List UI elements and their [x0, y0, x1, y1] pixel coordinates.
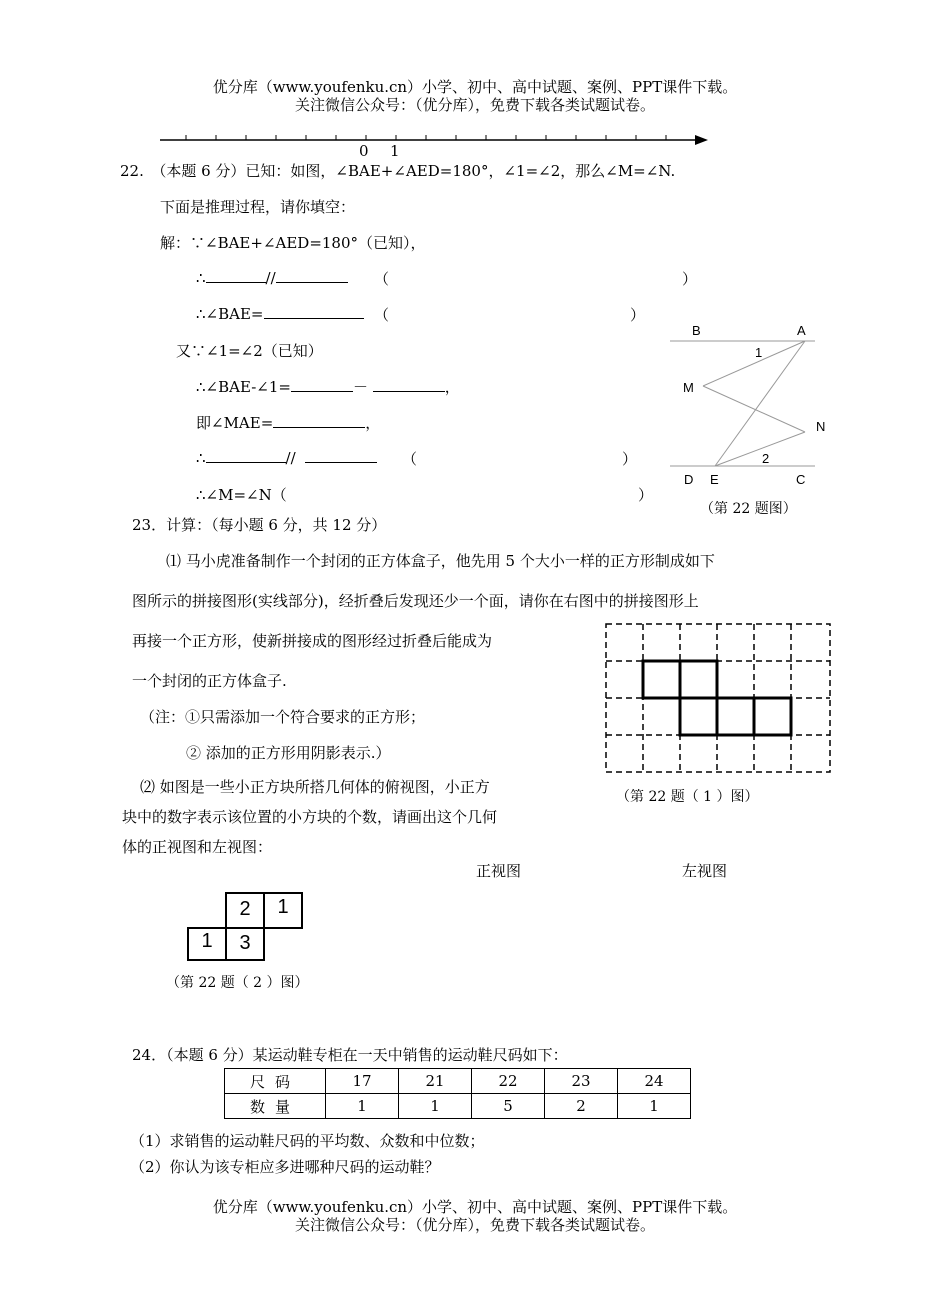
q23-note-2: ② 添加的正方形用阴影表示.）: [186, 744, 391, 762]
table-cell: 1: [618, 1094, 691, 1119]
q24-question-1: （1）求销售的运动鞋尺码的平均数、众数和中位数；: [130, 1132, 485, 1150]
table-cell: 5: [472, 1094, 545, 1119]
table-cell: 1: [326, 1094, 399, 1119]
parallel-symbol: //: [265, 269, 276, 287]
cube-net-grid[interactable]: [600, 618, 840, 778]
q22-step-4: 又∵∠1=∠2（已知）: [176, 342, 323, 360]
comma: ，: [444, 378, 460, 396]
q23-part1-line3: 再接一个正方形，使新拼接成的图形经过折叠后能成为: [132, 632, 493, 650]
q22-step-8: ∴∠M=∠N（: [196, 486, 287, 504]
point-label-n: N: [816, 419, 826, 434]
number-line-zero: 0: [359, 142, 369, 160]
cell-count: 1: [277, 896, 289, 918]
therefore-symbol: ∴: [196, 449, 206, 467]
paren-open: （: [402, 450, 418, 468]
paren-close: ）: [682, 270, 698, 288]
table-row: [225, 1069, 691, 1094]
paren-close: ）: [638, 486, 654, 504]
point-label-d: D: [684, 472, 694, 487]
blank[interactable]: [291, 377, 353, 392]
q24-question-2: （2）你认为该专柜应多进哪种尺码的运动鞋？: [130, 1158, 440, 1176]
table-header: 尺码: [225, 1069, 326, 1094]
cell-count: 3: [239, 932, 251, 954]
point-label-m: M: [683, 380, 694, 395]
comma: ，: [365, 414, 381, 432]
table-cell: 2: [545, 1094, 618, 1119]
step-text: ∴∠BAE=: [196, 305, 264, 323]
table-cell: 24: [618, 1069, 691, 1094]
point-label-c: C: [796, 472, 806, 487]
q22-step-1: 解：∵∠BAE+∠AED=180°（已知），: [160, 234, 426, 252]
q23-part2-line2: 块中的数字表示该位置的小方块的个数，请画出这个几何: [122, 808, 498, 826]
q22-title: 22. （本题 6 分）已知：如图，∠BAE+∠AED=180°，∠1=∠2，那么∠M=∠N.: [120, 162, 676, 180]
table-cell: 1: [399, 1094, 472, 1119]
table-header: 数量: [225, 1094, 326, 1119]
cell-count: 2: [239, 898, 251, 920]
q23-part2-line3: 体的正视图和左视图：: [122, 838, 273, 856]
q23-part1-line4: 一个封闭的正方体盒子.: [132, 672, 287, 690]
q23-part1-line1: ⑴ 马小虎准备制作一个封闭的正方体盒子，他先用 5 个大小一样的正方形制成如下: [166, 552, 715, 570]
number-line: [150, 128, 720, 150]
blank[interactable]: [264, 304, 364, 319]
q24-title: 24．（本题 6 分）某运动鞋专柜在一天中销售的运动鞋尺码如下：: [132, 1046, 568, 1064]
blank[interactable]: [206, 448, 286, 463]
paren-open: （: [374, 306, 390, 324]
step-text: 即∠MAE=: [196, 414, 274, 432]
footer-line-2: 关注微信公众号：（优分库），免费下载各类试题试卷。: [294, 1216, 655, 1234]
table-cell: 17: [326, 1069, 399, 1094]
blank[interactable]: [276, 268, 348, 283]
number-line-one: 1: [390, 142, 400, 160]
q22-step-3: [196, 304, 364, 323]
q22-step-7: [196, 448, 377, 467]
minus-sign: －: [352, 378, 368, 396]
table-cell: 22: [472, 1069, 545, 1094]
q22-step-6: [196, 412, 380, 433]
table-cell: 23: [545, 1069, 618, 1094]
q23-part1-line2: 图所示的拼接图形(实线部分)，经折叠后发现还少一个面，请你在右图中的拼接图形上: [132, 592, 699, 610]
point-label-e: E: [710, 472, 719, 487]
point-label-a: A: [797, 323, 806, 338]
table-cell: 21: [399, 1069, 472, 1094]
blank[interactable]: [273, 413, 365, 428]
paren-open: （: [374, 270, 390, 288]
parallel-symbol: //: [285, 449, 296, 467]
shoe-size-table: [224, 1068, 691, 1119]
blank[interactable]: [373, 377, 445, 392]
q22-figure-caption: （第 22 题图）: [700, 501, 797, 517]
q22-geometry-figure: [665, 320, 840, 490]
q23-note-1: （注：①只需添加一个符合要求的正方形；: [140, 708, 426, 726]
angle-label-1: 1: [755, 345, 763, 360]
header-line-2: 关注微信公众号：（优分库），免费下载各类试题试卷。: [294, 96, 655, 114]
therefore-symbol: ∴: [196, 269, 206, 287]
cell-count: 1: [201, 930, 213, 952]
q23-part2-line1: ⑵ 如图是一些小正方块所搭几何体的俯视图，小正方: [140, 778, 490, 796]
blank[interactable]: [305, 448, 377, 463]
q22-step-2: [196, 268, 348, 287]
blank[interactable]: [206, 268, 266, 283]
angle-label-2: 2: [762, 451, 770, 466]
point-label-b: B: [692, 323, 701, 338]
front-view-label: 正视图: [476, 862, 522, 880]
footer-line-1: 优分库（www.youfenku.cn）小学、初中、高中试题、案例、PPT课件下载。: [212, 1198, 738, 1216]
q22-step-5: [196, 376, 460, 397]
table-row: [225, 1094, 691, 1119]
cube-net-caption: （第 22 题（ 1 ）图）: [616, 789, 759, 805]
step-text: ∴∠BAE-∠1=: [196, 378, 291, 396]
q23-title: 23．计算：（每小题 6 分，共 12 分）: [132, 516, 387, 534]
paren-close: ）: [622, 450, 638, 468]
left-view-label: 左视图: [682, 862, 728, 880]
q22-intro: 下面是推理过程，请你填空：: [160, 198, 356, 216]
top-view-caption: （第 22 题（ 2 ）图）: [166, 975, 309, 991]
paren-close: ）: [630, 306, 646, 324]
header-line-1: 优分库（www.youfenku.cn）小学、初中、高中试题、案例、PPT课件下载。: [212, 78, 738, 96]
